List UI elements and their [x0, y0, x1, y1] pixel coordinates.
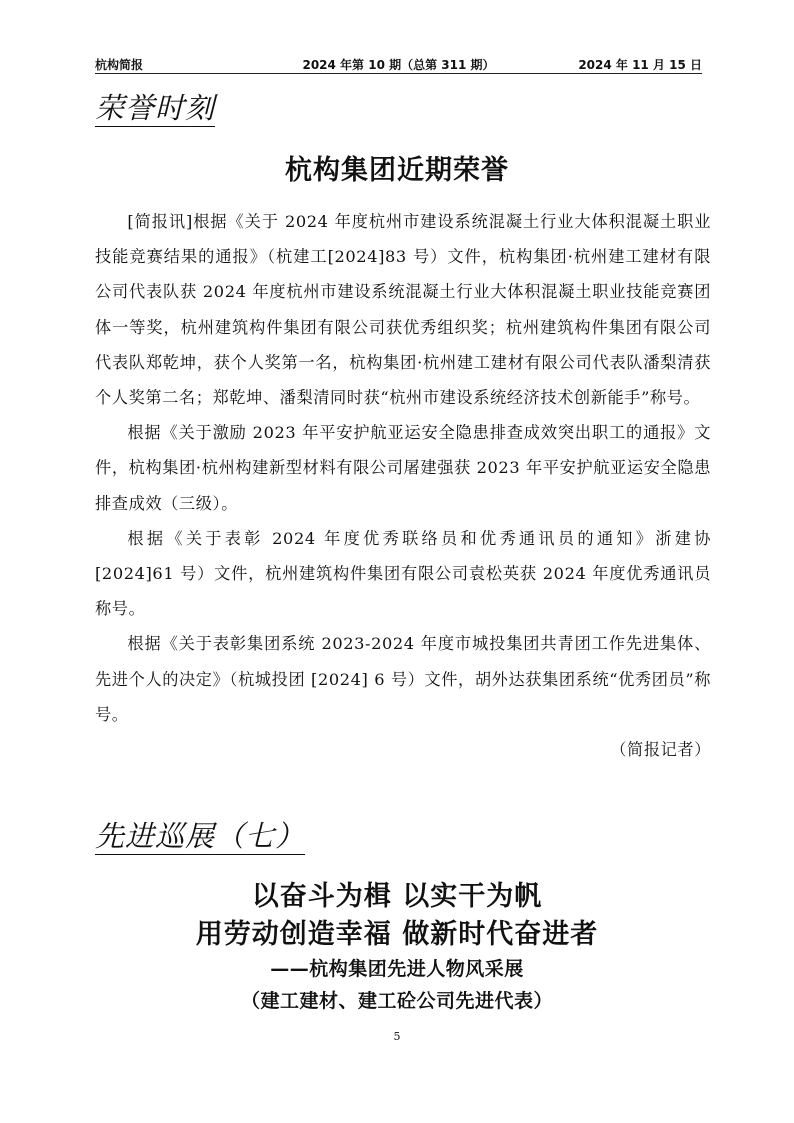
article-body: [95, 204, 711, 767]
feature-subtitle: ——杭构集团先进人物风采展: [270, 958, 524, 980]
article-byline: （简报记者）: [610, 740, 711, 760]
feature-subtitle-note: （建工建材、建工砼公司先进代表）: [240, 990, 553, 1012]
section-title-honors: 荣誉时刻: [95, 91, 216, 125]
header-publication-name: 杭构简报: [95, 58, 144, 72]
article-paragraph: 根据《关于表彰集团系统 2023-2024 年度市城投集团共青团工作先进集体、先进个人的决定》（杭城投团 [2024] 6 号）文件，胡外达获集团系统“优秀团员”称号。: [95, 634, 711, 724]
feature-headline-line1: 以奋斗为楫 以实干为帆: [251, 881, 543, 912]
article-paragraph: 根据《关于表彰 2024 年度优秀联络员和优秀通讯员的通知》浙建协[2024]61 号）文件，杭州建筑构件集团有限公司袁松英获 2024 年度优秀通讯员称号。: [95, 528, 711, 619]
article-paragraph: [简报讯]根据《关于 2024 年度杭州市建设系统混凝土行业大体积混凝土职业技能竞赛结果的通报》（杭建工[2024]83 号）文件，杭构集团·杭州建工建材有限公司代表队获 2024 年度杭州市建设系统混凝土行业大体积混凝土职业技能竞赛团体一等奖，杭州建筑构件集团有限公司获优秀组织奖；杭州建筑构件集团有限公司代表队郑乾坤，获个人奖第一名，杭构集团·杭州建工建材有限公司代表队潘梨清获个人奖第二名；郑乾坤、潘梨清同时获“杭州市建设系统经济技术创新能手”称号。: [95, 212, 711, 408]
section-title-advanced-showcase: 先进巡展（七）: [95, 819, 306, 853]
page-header: [95, 54, 702, 74]
article-title: 杭构集团近期荣誉: [285, 155, 509, 186]
article-paragraph: 根据《关于激励 2023 年平安护航亚运安全隐患排查成效突出职工的通报》文件，杭构集团·杭州构建新型材料有限公司屠建强获 2023 年平安护航亚运安全隐患排查成效（三级）。: [95, 423, 711, 513]
header-issue-number: 2024 年第 10 期（总第 311 期）: [302, 58, 495, 72]
feature-headline-line2: 用劳动创造幸福 做新时代奋进者: [195, 919, 599, 950]
page-number: 5: [393, 1030, 401, 1043]
header-date: 2024 年 11 月 15 日: [578, 58, 702, 72]
